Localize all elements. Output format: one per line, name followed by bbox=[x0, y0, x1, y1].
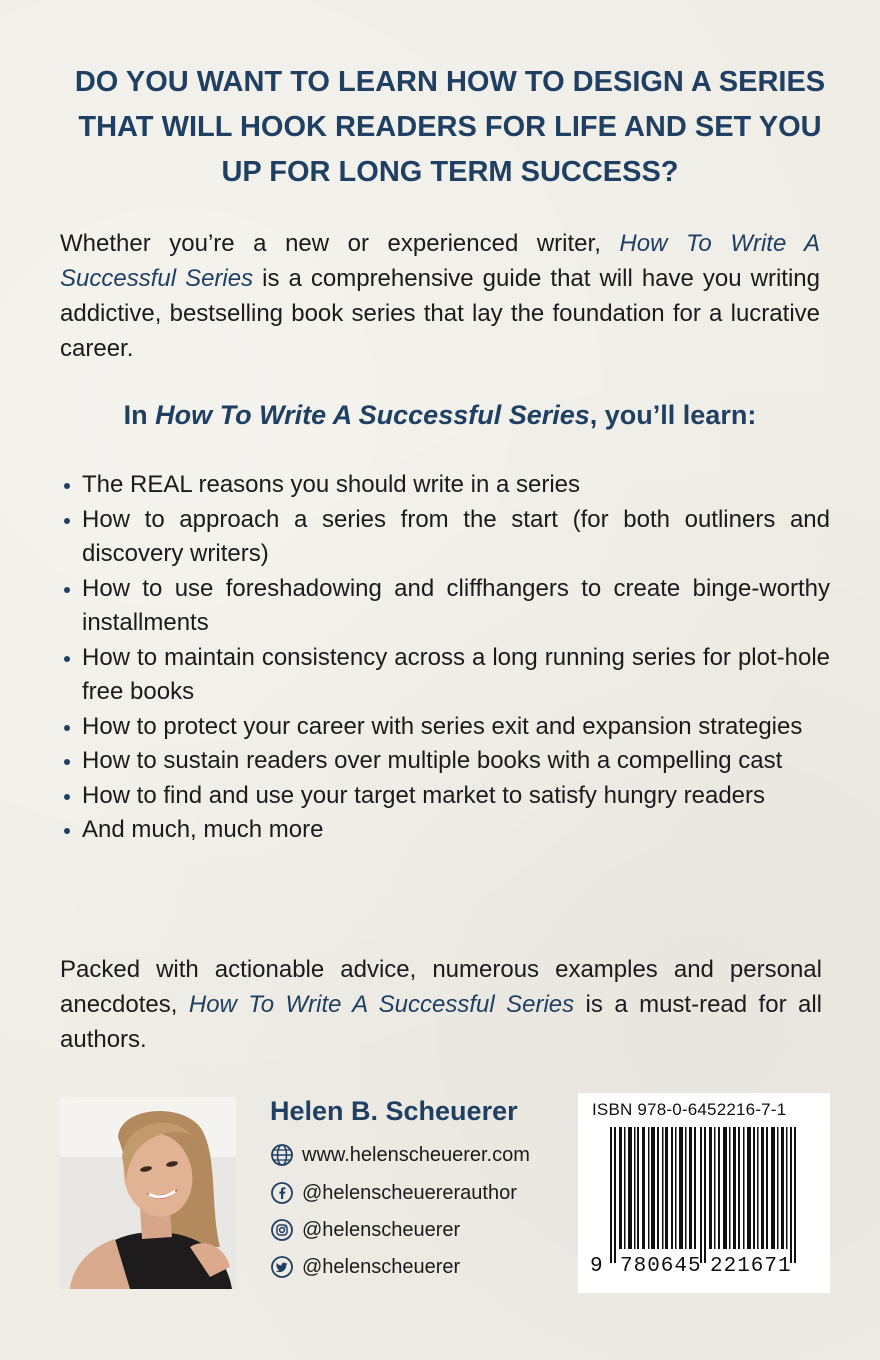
learn-heading bbox=[60, 397, 820, 433]
author-portrait-illustration bbox=[60, 1097, 236, 1289]
website-row[interactable] bbox=[270, 1142, 530, 1168]
intro-paragraph bbox=[60, 226, 820, 366]
facebook-icon bbox=[270, 1181, 294, 1205]
bullet-dot-icon bbox=[64, 828, 70, 834]
closing-text-after: is a must-read for all authors. bbox=[60, 991, 823, 1053]
bullet-dot-icon bbox=[64, 759, 70, 765]
learn-heading-suffix: , you’ll learn: bbox=[589, 400, 757, 430]
isbn-barcode bbox=[578, 1093, 830, 1293]
intro-text-after: is a comprehensive guide that will have you writing addictive, bestselling book series that lay the foundation for a lucrative career. bbox=[60, 265, 820, 362]
list-item: How to maintain consistency across a long running series for plot-hole free books bbox=[60, 641, 830, 710]
barcode-digits-right: 221671 bbox=[710, 1255, 792, 1278]
barcode-bars bbox=[602, 1127, 812, 1263]
list-item: And much, much more bbox=[60, 813, 830, 848]
learn-heading-prefix: In bbox=[123, 400, 156, 430]
intro-text-before: Whether you’re a new or experienced writer, bbox=[60, 230, 620, 257]
bullet-dot-icon bbox=[64, 587, 70, 593]
learn-heading-book-title: How To Write A Successful Series bbox=[155, 400, 590, 430]
barcode-digit-first: 9 bbox=[590, 1255, 603, 1278]
intro-book-title: How To Write A Successful Series bbox=[60, 230, 820, 292]
twitter-icon bbox=[270, 1255, 294, 1279]
bullet-dot-icon bbox=[64, 483, 70, 489]
globe-icon bbox=[270, 1143, 294, 1167]
list-item: The REAL reasons you should write in a series bbox=[60, 468, 830, 503]
learning-points-list bbox=[60, 468, 830, 848]
barcode-digits bbox=[578, 1255, 830, 1283]
instagram-handle[interactable]: @helenscheuerer bbox=[302, 1218, 461, 1241]
facebook-row[interactable] bbox=[270, 1180, 517, 1206]
author-name: Helen B. Scheuerer bbox=[270, 1096, 518, 1126]
website-link[interactable]: www.helenscheuerer.com bbox=[302, 1143, 530, 1166]
closing-text-before: Packed with actionable advice, numerous examples and personal anecdotes, bbox=[60, 956, 822, 1018]
bullet-dot-icon bbox=[64, 656, 70, 662]
instagram-icon bbox=[270, 1218, 294, 1242]
barcode-digits-left: 780645 bbox=[620, 1255, 702, 1278]
closing-book-title: How To Write A Successful Series bbox=[188, 991, 575, 1018]
isbn-label: ISBN 978-0-6452216-7-1 bbox=[592, 1100, 787, 1119]
bullet-dot-icon bbox=[64, 518, 70, 524]
list-item: How to approach a series from the start (for both outliners and discovery writers) bbox=[60, 503, 830, 572]
list-item: How to find and use your target market to satisfy hungry readers bbox=[60, 779, 830, 814]
twitter-handle[interactable]: @helenscheuerer bbox=[302, 1255, 461, 1278]
instagram-row[interactable] bbox=[270, 1217, 460, 1243]
author-photo bbox=[60, 1097, 236, 1289]
facebook-handle[interactable]: @helenscheuererauthor bbox=[302, 1181, 517, 1204]
bullet-dot-icon bbox=[64, 794, 70, 800]
twitter-row[interactable] bbox=[270, 1254, 460, 1280]
bullet-dot-icon bbox=[64, 725, 70, 731]
list-item: How to use foreshadowing and cliffhangers to create binge-worthy installments bbox=[60, 572, 830, 641]
list-item: How to protect your career with series exit and expansion strategies bbox=[60, 710, 830, 745]
list-item: How to sustain readers over multiple books with a compelling cast bbox=[60, 744, 830, 779]
closing-paragraph bbox=[60, 952, 822, 1057]
headline: DO YOU WANT TO LEARN HOW TO DESIGN A SERIES THAT WILL HOOK READERS FOR LIFE AND SET YOU UP FOR LONG TERM SUCCESS? bbox=[74, 66, 826, 188]
